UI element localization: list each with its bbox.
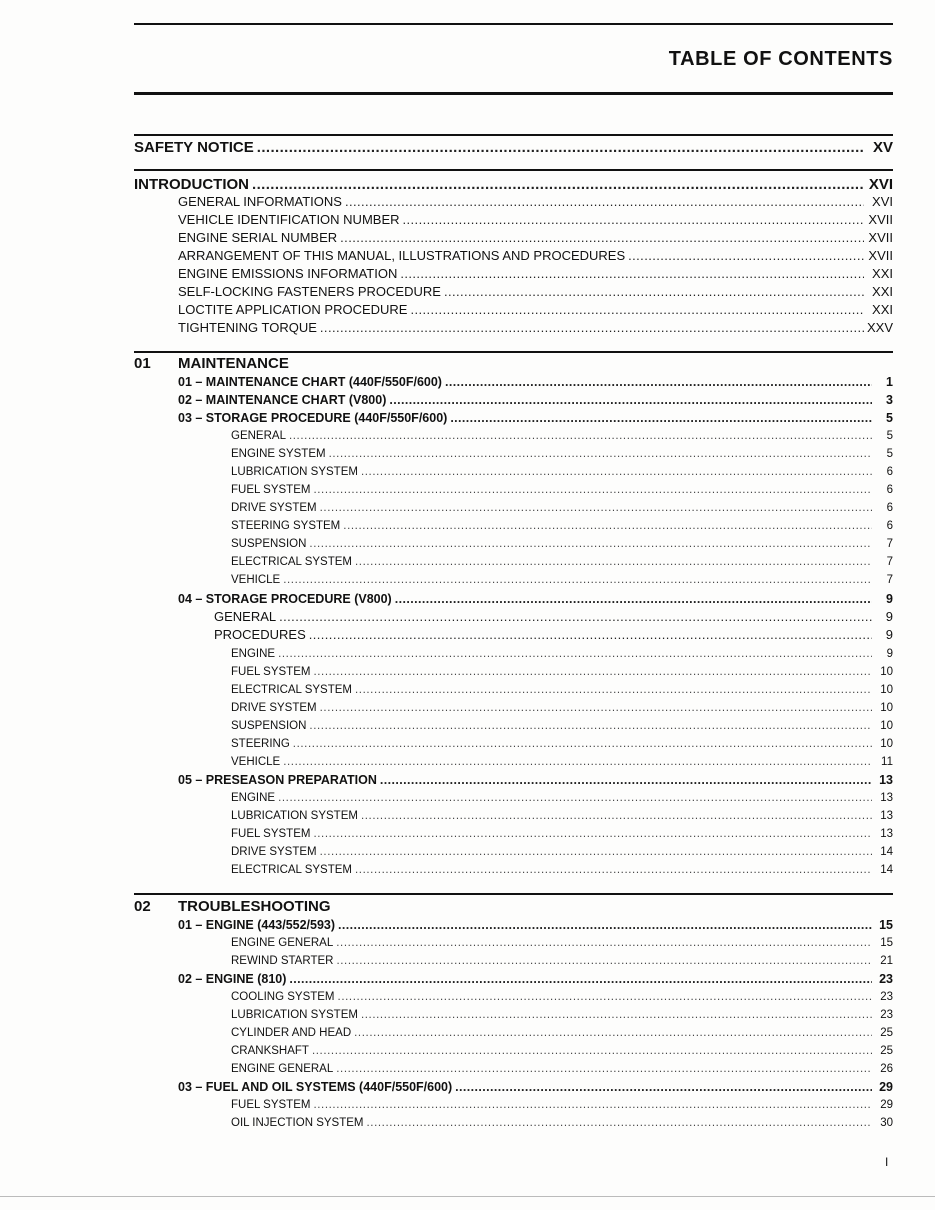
top-rule xyxy=(134,23,893,25)
toc-group[interactable] xyxy=(134,608,893,626)
entry-page: 14 xyxy=(880,846,893,858)
dot-leader xyxy=(410,301,864,319)
entry-label: 03 – STORAGE PROCEDURE (440F/550F/600) xyxy=(178,411,448,425)
entry-page: 5 xyxy=(886,448,893,460)
dot-leader xyxy=(403,211,864,229)
toc-subentry[interactable] xyxy=(134,988,893,1006)
page-number: I xyxy=(885,1155,889,1169)
entry-label: TIGHTENING TORQUE xyxy=(178,320,317,335)
dot-leader xyxy=(389,391,872,409)
entry-page: 13 xyxy=(880,828,893,840)
entry-page: 30 xyxy=(880,1117,893,1129)
entry-page: 25 xyxy=(880,1027,893,1039)
safety-rule xyxy=(134,134,893,136)
entry-page: XVII xyxy=(868,212,893,227)
entry-label: ENGINE SYSTEM xyxy=(231,448,326,460)
dot-leader xyxy=(313,663,872,681)
entry-page: 7 xyxy=(886,556,893,568)
entry-page: 23 xyxy=(879,972,893,986)
dot-leader xyxy=(283,753,872,771)
dot-leader xyxy=(313,1096,872,1114)
entry-label: FUEL SYSTEM xyxy=(231,484,311,496)
entry-page: 5 xyxy=(886,411,893,425)
entry-label: FUEL SYSTEM xyxy=(231,666,311,678)
entry-label: GENERAL xyxy=(214,609,277,624)
chapter-title: MAINTENANCE xyxy=(178,355,289,372)
toc-subentry[interactable] xyxy=(134,735,893,753)
toc-subentry[interactable] xyxy=(134,1114,893,1132)
dot-leader xyxy=(628,247,864,265)
toc-subentry[interactable] xyxy=(134,789,893,807)
toc-subentry[interactable] xyxy=(134,717,893,735)
toc-entry[interactable] xyxy=(134,211,893,229)
dot-leader xyxy=(313,825,872,843)
dot-leader xyxy=(279,608,872,626)
entry-page: 15 xyxy=(880,937,893,949)
toc-section[interactable] xyxy=(134,409,893,427)
footer-divider xyxy=(0,1196,935,1197)
entry-page: 10 xyxy=(880,720,893,732)
dot-leader xyxy=(336,1060,872,1078)
toc-entry-introduction[interactable] xyxy=(134,175,893,194)
entry-page: 6 xyxy=(886,484,893,496)
toc-section[interactable] xyxy=(134,590,893,608)
dot-leader xyxy=(361,463,872,481)
toc-subentry[interactable] xyxy=(134,445,893,463)
entry-label: ENGINE EMISSIONS INFORMATION xyxy=(178,266,398,281)
entry-page: 9 xyxy=(885,627,893,642)
entry-label: LUBRICATION SYSTEM xyxy=(231,810,358,822)
toc-subentry[interactable] xyxy=(134,861,893,879)
entry-page: 9 xyxy=(885,609,893,624)
entry-label: CRANKSHAFT xyxy=(231,1045,309,1057)
toc-subentry[interactable] xyxy=(134,463,893,481)
entry-page: 23 xyxy=(880,1009,893,1021)
toc-subentry[interactable] xyxy=(134,1060,893,1078)
toc-subentry[interactable] xyxy=(134,535,893,553)
entry-page: XXI xyxy=(872,284,893,299)
toc-subentry[interactable] xyxy=(134,825,893,843)
chapter-number: 01 xyxy=(134,355,151,372)
toc-subentry[interactable] xyxy=(134,934,893,952)
chapter-heading-maintenance[interactable] xyxy=(134,354,893,373)
dot-leader xyxy=(289,970,872,988)
entry-label: 03 – FUEL AND OIL SYSTEMS (440F/550F/600) xyxy=(178,1080,453,1094)
entry-page: 10 xyxy=(880,666,893,678)
entry-label: ARRANGEMENT OF THIS MANUAL, ILLUSTRATIONS AND PROCEDURES xyxy=(178,248,626,263)
toc-entry[interactable] xyxy=(134,301,893,319)
entry-label: SUSPENSION xyxy=(231,720,307,732)
toc-entry-safety-notice[interactable] xyxy=(134,138,893,157)
entry-page: XVII xyxy=(868,230,893,245)
toc-subentry[interactable] xyxy=(134,1042,893,1060)
dot-leader xyxy=(395,590,872,608)
dot-leader xyxy=(309,535,872,553)
dot-leader xyxy=(338,988,872,1006)
dot-leader xyxy=(278,789,872,807)
toc-section[interactable] xyxy=(134,970,893,988)
page-title: TABLE OF CONTENTS xyxy=(668,48,893,70)
entry-label: GENERAL xyxy=(231,430,286,442)
entry-page: 9 xyxy=(886,592,893,606)
dot-leader xyxy=(320,319,864,337)
toc-entry[interactable] xyxy=(134,193,893,211)
entry-page: XXI xyxy=(872,302,893,317)
entry-page: 7 xyxy=(886,574,893,586)
dot-leader xyxy=(355,681,872,699)
entry-page: 6 xyxy=(886,520,893,532)
toc-subentry[interactable] xyxy=(134,807,893,825)
toc-entry[interactable] xyxy=(134,265,893,283)
entry-label: 05 – PRESEASON PREPARATION xyxy=(178,773,377,787)
chapter-number: 02 xyxy=(134,898,151,915)
dot-leader xyxy=(257,138,864,157)
entry-page: XVII xyxy=(868,248,893,263)
entry-page: 13 xyxy=(880,792,893,804)
dot-leader xyxy=(320,499,872,517)
toc-subentry[interactable] xyxy=(134,1096,893,1114)
entry-page: 21 xyxy=(880,955,893,967)
entry-page: 10 xyxy=(880,702,893,714)
entry-page: XVI xyxy=(868,176,893,193)
dot-leader xyxy=(455,1078,872,1096)
entry-label: PROCEDURES xyxy=(214,627,306,642)
dot-leader xyxy=(345,193,864,211)
entry-label: STEERING SYSTEM xyxy=(231,520,341,532)
dot-leader xyxy=(380,771,872,789)
chapter-02-rule xyxy=(134,893,893,895)
entry-label: COOLING SYSTEM xyxy=(231,991,335,1003)
entry-label: ENGINE SERIAL NUMBER xyxy=(178,230,338,245)
entry-label: ELECTRICAL SYSTEM xyxy=(231,684,352,696)
entry-page: XXI xyxy=(872,266,893,281)
toc-subentry[interactable] xyxy=(134,481,893,499)
dot-leader xyxy=(400,265,864,283)
entry-label: 02 – MAINTENANCE CHART (V800) xyxy=(178,393,387,407)
entry-label: REWIND STARTER xyxy=(231,955,334,967)
dot-leader xyxy=(355,553,872,571)
entry-page: 14 xyxy=(880,864,893,876)
dot-leader xyxy=(252,175,864,194)
entry-label: OIL INJECTION SYSTEM xyxy=(231,1117,364,1129)
dot-leader xyxy=(309,626,872,644)
entry-label: SAFETY NOTICE xyxy=(134,139,254,156)
toc-section[interactable] xyxy=(134,373,893,391)
toc-subentry[interactable] xyxy=(134,427,893,445)
dot-leader xyxy=(343,517,872,535)
dot-leader xyxy=(309,717,872,735)
dot-leader xyxy=(361,807,872,825)
entry-label: STEERING xyxy=(231,738,290,750)
entry-label: 04 – STORAGE PROCEDURE (V800) xyxy=(178,592,392,606)
dot-leader xyxy=(336,934,872,952)
dot-leader xyxy=(354,1024,872,1042)
toc-subentry[interactable] xyxy=(134,499,893,517)
dot-leader xyxy=(340,229,864,247)
entry-label: 01 – MAINTENANCE CHART (440F/550F/600) xyxy=(178,375,442,389)
entry-label: FUEL SYSTEM xyxy=(231,828,311,840)
toc-section[interactable] xyxy=(134,391,893,409)
entry-page: 10 xyxy=(880,684,893,696)
entry-page: 10 xyxy=(880,738,893,750)
entry-label: SUSPENSION xyxy=(231,538,307,550)
intro-rule xyxy=(134,169,893,171)
entry-label: SELF-LOCKING FASTENERS PROCEDURE xyxy=(178,284,441,299)
entry-label: LUBRICATION SYSTEM xyxy=(231,466,358,478)
toc-subentry[interactable] xyxy=(134,1024,893,1042)
entry-label: DRIVE SYSTEM xyxy=(231,702,317,714)
entry-page: 15 xyxy=(879,918,893,932)
toc-entry[interactable] xyxy=(134,283,893,301)
dot-leader xyxy=(289,427,872,445)
entry-page: 9 xyxy=(886,648,893,660)
entry-label: VEHICLE IDENTIFICATION NUMBER xyxy=(178,212,400,227)
entry-page: 13 xyxy=(879,773,893,787)
toc-section[interactable] xyxy=(134,1078,893,1096)
entry-page: 26 xyxy=(880,1063,893,1075)
entry-page: XXV xyxy=(866,320,893,335)
entry-label: FUEL SYSTEM xyxy=(231,1099,311,1111)
dot-leader xyxy=(444,283,864,301)
entry-page: 11 xyxy=(881,756,893,768)
entry-page: 1 xyxy=(886,375,893,389)
entry-label: VEHICLE xyxy=(231,756,281,768)
entry-page: 3 xyxy=(886,393,893,407)
chapter-heading-troubleshooting[interactable] xyxy=(134,897,893,916)
entry-label: DRIVE SYSTEM xyxy=(231,846,317,858)
entry-label: ENGINE xyxy=(231,792,276,804)
dot-leader xyxy=(278,645,872,663)
chapter-01-rule xyxy=(134,351,893,353)
dot-leader xyxy=(313,481,872,499)
toc-subentry[interactable] xyxy=(134,663,893,681)
toc-subentry[interactable] xyxy=(134,1006,893,1024)
dot-leader xyxy=(338,916,872,934)
entry-page: 29 xyxy=(879,1080,893,1094)
entry-label: 02 – ENGINE (810) xyxy=(178,972,287,986)
dot-leader xyxy=(445,373,872,391)
toc-section[interactable] xyxy=(134,771,893,789)
dot-leader xyxy=(283,571,872,589)
entry-label: VEHICLE xyxy=(231,574,281,586)
entry-label: ENGINE GENERAL xyxy=(231,1063,334,1075)
toc-subentry[interactable] xyxy=(134,952,893,970)
entry-page: XV xyxy=(872,139,893,156)
dot-leader xyxy=(355,861,872,879)
toc-subentry[interactable] xyxy=(134,681,893,699)
dot-leader xyxy=(320,699,872,717)
toc-entry[interactable] xyxy=(134,319,893,337)
dot-leader xyxy=(312,1042,872,1060)
entry-label: ENGINE xyxy=(231,648,276,660)
toc-section[interactable] xyxy=(134,916,893,934)
entry-label: LUBRICATION SYSTEM xyxy=(231,1009,358,1021)
dot-leader xyxy=(366,1114,872,1132)
toc-subentry[interactable] xyxy=(134,517,893,535)
entry-label: ENGINE GENERAL xyxy=(231,937,334,949)
entry-label: INTRODUCTION xyxy=(134,176,249,193)
toc-group[interactable] xyxy=(134,626,893,644)
entry-page: 5 xyxy=(886,430,893,442)
entry-page: 23 xyxy=(880,991,893,1003)
entry-page: 29 xyxy=(880,1099,893,1111)
dot-leader xyxy=(336,952,872,970)
entry-label: ELECTRICAL SYSTEM xyxy=(231,556,352,568)
title-rule xyxy=(134,92,893,95)
toc-subentry[interactable] xyxy=(134,753,893,771)
toc-subentry[interactable] xyxy=(134,843,893,861)
entry-page: XVI xyxy=(872,194,893,209)
entry-label: GENERAL INFORMATIONS xyxy=(178,194,342,209)
entry-label: 01 – ENGINE (443/552/593) xyxy=(178,918,336,932)
toc-subentry[interactable] xyxy=(134,699,893,717)
entry-label: LOCTITE APPLICATION PROCEDURE xyxy=(178,302,408,317)
entry-label: CYLINDER AND HEAD xyxy=(231,1027,352,1039)
toc-entry[interactable] xyxy=(134,229,893,247)
entry-page: 7 xyxy=(886,538,893,550)
toc-subentry[interactable] xyxy=(134,645,893,663)
entry-page: 25 xyxy=(880,1045,893,1057)
entry-label: ELECTRICAL SYSTEM xyxy=(231,864,352,876)
dot-leader xyxy=(361,1006,872,1024)
entry-label: DRIVE SYSTEM xyxy=(231,502,317,514)
toc-subentry[interactable] xyxy=(134,571,893,589)
dot-leader xyxy=(329,445,872,463)
entry-page: 6 xyxy=(886,466,893,478)
dot-leader xyxy=(450,409,872,427)
dot-leader xyxy=(293,735,872,753)
toc-entry[interactable] xyxy=(134,247,893,265)
toc-subentry[interactable] xyxy=(134,553,893,571)
entry-page: 6 xyxy=(886,502,893,514)
dot-leader xyxy=(320,843,872,861)
chapter-title: TROUBLESHOOTING xyxy=(178,898,331,915)
entry-page: 13 xyxy=(880,810,893,822)
